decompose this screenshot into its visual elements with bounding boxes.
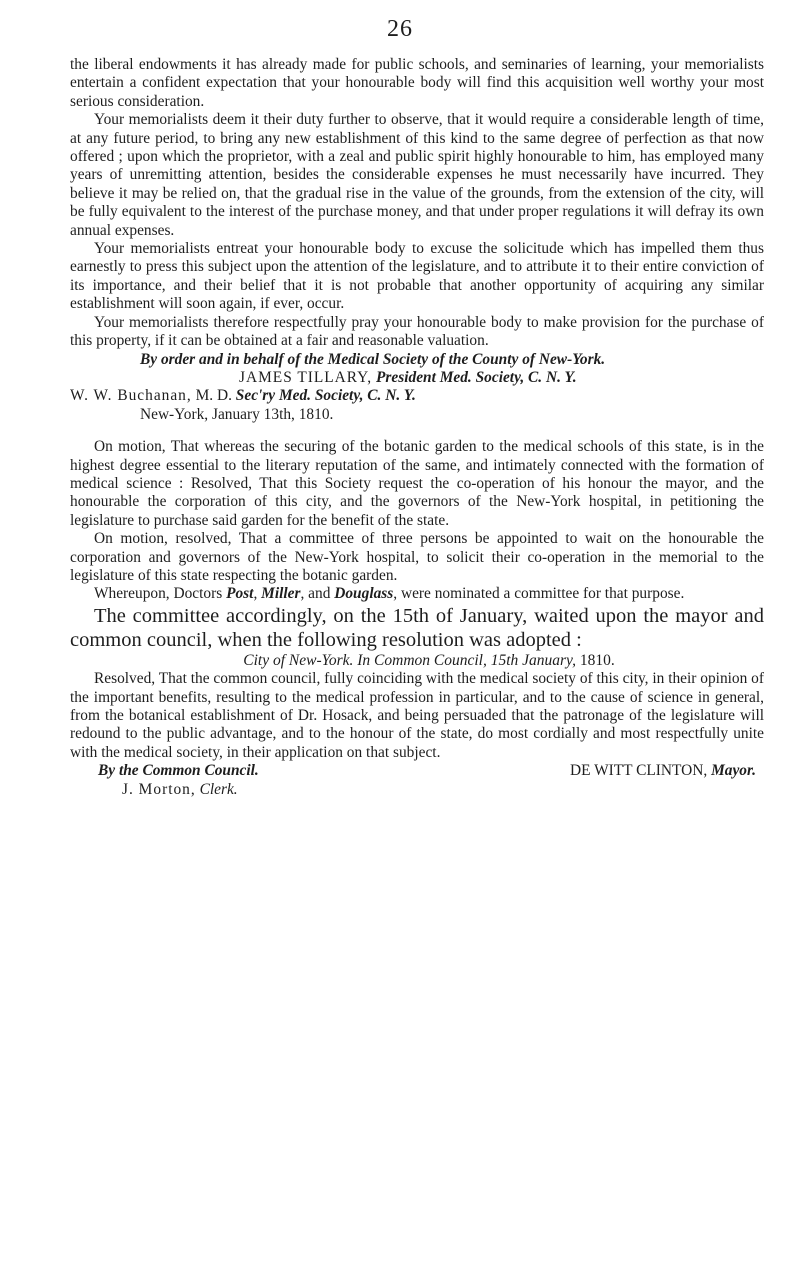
motion-p3-start: Whereupon, Doctors bbox=[94, 585, 227, 603]
memorial-paragraph-2: Your memorialists deem it their duty further to observe, that it would require a considerable length of time, at any future period, to bring any new establishment of this kind to the same degree of perfection as that now offered ; upon which the proprietor, with a zeal and public spirit highly honourable to him, has employed many years of unremitting attention, besides the considerable expenses he must necessarily have incurred. They believe it may be relied on, that the gradual rise in the value of the grounds, from the extension of the city, will be fully equivalent to the interest of the purchase money, and that under proper regulations it will defray its own annual expenses. bbox=[70, 111, 764, 239]
council-signature-line bbox=[70, 762, 764, 780]
heading-council: In Common Council, bbox=[357, 651, 487, 669]
secretary-degree: M. D. bbox=[195, 387, 232, 405]
page-body bbox=[70, 56, 764, 799]
mayor-title: Mayor. bbox=[711, 762, 756, 780]
heading-year: 1810. bbox=[579, 651, 615, 669]
memorial-paragraph-4: Your memorialists therefore respectfully pray your honourable body to make provision for the purchase of this property, if it can be obtained at a fair and reasonable valuation. bbox=[70, 313, 764, 350]
motion-sep-1: , bbox=[253, 585, 262, 603]
council-resolution: Resolved, That the common council, fully coinciding with the medical society of this city, in their opinion of the important benefits, resulting to the medical profession in particular, and to the cause of science in general, from the botanical establishment of Dr. Hosack, and being persuaded that the patronage of the legislature will redound to the public advantage, and to the honour of the state, do most cordially and most respectfully unite with the medical society, in their application on that subject. bbox=[70, 670, 764, 761]
signature-dateline: New-York, January 13th, 1810. bbox=[140, 405, 334, 423]
heading-date: 15th January, bbox=[490, 651, 576, 669]
president-name: JAMES TILLARY, bbox=[239, 368, 373, 386]
signature-secretary bbox=[70, 387, 764, 405]
president-title: President Med. Society, C. N. Y. bbox=[376, 368, 577, 386]
secretary-title: Sec'ry Med. Society, C. N. Y. bbox=[235, 387, 416, 405]
signature-order-line: By order and in behalf of the Medical Society of the County of New-York. bbox=[140, 350, 606, 368]
heading-city: City of New-York. bbox=[243, 651, 354, 669]
mayor-name: DE WITT CLINTON, bbox=[570, 762, 708, 780]
council-by-line: By the Common Council. bbox=[98, 762, 259, 780]
doctor-douglass: Douglass bbox=[334, 585, 394, 603]
motion-paragraph-2: On motion, resolved, That a committee of three persons be appointed to wait on the honourable the corporation and governors of the New-York hospital, to solicit their co-operation in the memorial to the legislature of this state respecting the botanic garden. bbox=[70, 530, 764, 584]
motion-paragraph-3 bbox=[70, 585, 764, 603]
doctor-miller: Miller bbox=[261, 585, 301, 603]
memorial-paragraph-1: the liberal endowments it has already made for public schools, and seminaries of learning, your memorialists entertain a confident expectation that your honourable body will find this acquisition well worthy your most serious consideration. bbox=[70, 56, 764, 110]
clerk-title: Clerk. bbox=[199, 780, 238, 798]
motion-sep-2: , and bbox=[300, 585, 335, 603]
motion-paragraph-1: On motion, That whereas the securing of the botanic garden to the medical schools of this state, is in the highest degree essential to the literary reputation of the same, and intimately connected with the formation of medical science : Resolved, That this Society request the co-operation of his honour the mayor, and the honourable the corporation of this city, and the governors of the New-York hospital, in petitioning the legislature to purchase said garden for the benefit of the state. bbox=[70, 438, 764, 529]
memorial-paragraph-3: Your memorialists entreat your honourable body to excuse the solicitude which has impelled them thus earnestly to press this subject upon the attention of the legislature, and to attribute it to their entire conviction of its importance, and their belief that it is not probable that another opportunity of acquiring any similar establishment will soon again, if ever, occur. bbox=[70, 240, 764, 313]
council-heading bbox=[70, 652, 764, 670]
committee-paragraph: The committee accordingly, on the 15th of January, waited upon the mayor and common council, when the following resolution was adopted : bbox=[70, 604, 764, 651]
motion-p3-end: , were nominated a committee for that purpose. bbox=[393, 585, 685, 603]
doctor-post: Post bbox=[226, 585, 254, 603]
mayor-signature bbox=[570, 762, 756, 780]
clerk-signature bbox=[70, 781, 764, 799]
secretary-name: W. W. Buchanan, bbox=[70, 387, 192, 405]
clerk-name: J. Morton, bbox=[122, 780, 196, 798]
page-number: 26 bbox=[387, 16, 413, 42]
signature-president bbox=[70, 369, 764, 387]
